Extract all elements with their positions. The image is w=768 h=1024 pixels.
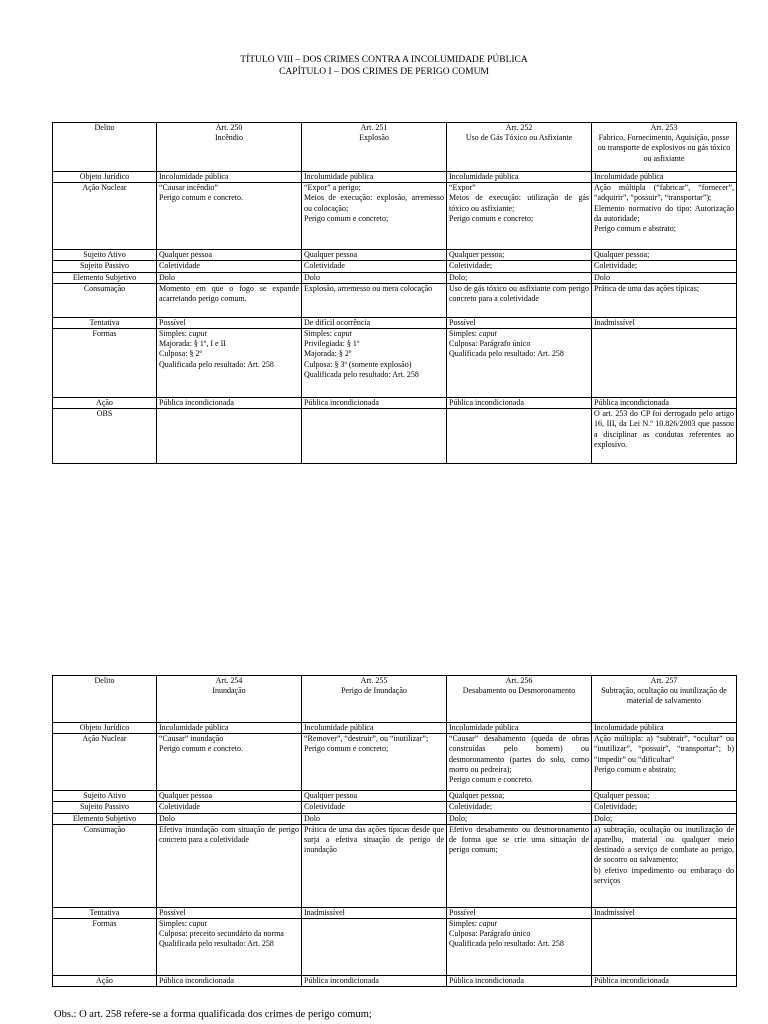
cell-line: Culposa: § 2º: [159, 349, 202, 359]
cell-line: Perigo comum e concreto.: [449, 775, 533, 785]
table-row: [53, 676, 737, 723]
table-cell: Pública incondicionada: [592, 398, 737, 409]
table-cell: Incolumidade pública: [592, 172, 737, 183]
cell-line: Perigo comum e concreto.: [159, 193, 243, 203]
table-cell: [302, 919, 447, 976]
article-header: [157, 123, 302, 172]
table-cell: Momento em que o fogo se expande acarretando perigo comum.: [157, 283, 302, 317]
table-cell: Pública incondicionada: [157, 976, 302, 987]
article-header: [592, 123, 737, 172]
cell-line: Qualificada pelo resultado: Art. 258: [449, 349, 564, 359]
table-cell: [592, 824, 737, 907]
table-row: [53, 802, 737, 813]
table-cell: Qualquer pessoa: [157, 791, 302, 802]
simples-label: Simples:: [304, 329, 335, 339]
table-cell: [592, 183, 737, 250]
row-label: Ação: [53, 398, 157, 409]
row-label: OBS: [53, 409, 157, 464]
table-cell: [302, 329, 447, 398]
cell-line: Perigo comum e concreto.: [159, 744, 243, 754]
cell-line: [449, 329, 589, 339]
cell-line: Perigo comum e concreto;: [304, 744, 389, 754]
table-arts-250-253: [52, 122, 737, 464]
table-cell: [447, 734, 592, 791]
table-cell: Coletividade;: [447, 802, 592, 813]
cell-line: [159, 919, 299, 929]
cell-line: “Causar incêndio”: [159, 183, 218, 193]
cell-line: a) subtração, ocultação ou inutilização de aparelho, material ou qualquer meio destinado a serviço de combate ao perigo, de socorro ou salvamento;: [594, 824, 734, 865]
table-cell: De difícil ocorrência: [302, 317, 447, 328]
row-label: Tentativa: [53, 907, 157, 918]
row-label: Formas: [53, 329, 157, 398]
simples-value: caput: [479, 329, 497, 339]
cell-line: Majorada: § 2º: [304, 349, 352, 359]
table-row: [53, 123, 737, 172]
article-number: Art. 253: [650, 123, 678, 132]
table-cell: Qualquer pessoa;: [447, 791, 592, 802]
cell-line: Ação múltipla: a) “subtrair”, “ocultar” ou “inutilizar”, “possuir”, “transportar”; b) “impedir” ou “dificultar”: [594, 734, 734, 764]
table-cell: Possível: [157, 317, 302, 328]
footnote: Obs.: O art. 258 refere-se a forma qualificada dos crimes de perigo comum;: [54, 1009, 372, 1020]
article-number: Art. 250: [215, 123, 243, 132]
table-cell: Pública incondicionada: [302, 976, 447, 987]
table-row: [53, 907, 737, 918]
article-header: [447, 123, 592, 172]
cell-line: Privilegiada: § 1º: [304, 339, 360, 349]
table-row: [53, 723, 737, 734]
table-row: [53, 250, 737, 261]
table-cell: Coletividade;: [592, 802, 737, 813]
table-arts-254-257: [52, 675, 737, 987]
cell-line: Perigo comum e concreto;: [449, 213, 534, 223]
article-name: Perigo de Inundação: [341, 686, 407, 696]
row-label: Ação: [53, 976, 157, 987]
table-row: [53, 919, 737, 976]
article-header: [302, 123, 447, 172]
simples-value: caput: [189, 329, 207, 339]
table-cell: Dolo: [302, 272, 447, 283]
table-cell: Incolumidade pública: [157, 723, 302, 734]
simples-value: caput: [479, 919, 497, 929]
simples-value: caput: [334, 329, 352, 339]
table-cell: [157, 329, 302, 398]
article-header: [157, 676, 302, 723]
cell-line: “Causar” desabamento (queda de obras construídas pelo homem) ou desmoronamento (partes do solo, como morro ou pedreira);: [449, 734, 589, 774]
header-corner: Delito: [53, 676, 157, 723]
table-cell: Pública incondicionada: [592, 976, 737, 987]
table-cell: Prática de uma das ações típicas desde que surja a efetiva situação de perigo de inundação: [302, 824, 447, 907]
article-number: Art. 251: [360, 123, 388, 132]
cell-line: Meios de execução: utilização de gás tóxico ou asfixiante;: [449, 193, 589, 213]
cell-line: Qualificada pelo resultado: Art. 258: [304, 369, 419, 379]
table-cell: Incolumidade pública: [302, 172, 447, 183]
table-cell: [447, 183, 592, 250]
article-name: Desabamento ou Desmoronamento: [462, 686, 576, 696]
article-number: Art. 254: [215, 676, 243, 685]
table-cell: Coletividade: [157, 261, 302, 272]
table-cell: Pública incondicionada: [302, 398, 447, 409]
article-name: Incêndio: [215, 133, 243, 143]
table-row: [53, 272, 737, 283]
cell-line: Elemento normativo do tipo: Autorização da autoridade;: [594, 203, 734, 223]
table-row: [53, 172, 737, 183]
table-cell: Dolo: [157, 272, 302, 283]
cell-line: Meios de execução: explosão, arremesso ou colocação;: [304, 193, 444, 213]
cell-line: Perigo comum e abstrato;: [594, 224, 676, 234]
row-label: Sujeito Ativo: [53, 250, 157, 261]
article-name: Explosão: [359, 133, 389, 143]
row-label: Sujeito Passivo: [53, 802, 157, 813]
table-cell: O art. 253 do CP foi derrogado pelo artigo 16, III, da Lei N.º 10.826/2003 que passou a disciplinar as condutas referentes ao explosivo.: [592, 409, 737, 464]
cell-line: Culposa: Parágrafo único: [449, 339, 531, 349]
cell-line: Perigo comum e concreto;: [304, 213, 389, 223]
row-label: Tentativa: [53, 317, 157, 328]
table-cell: Efetivo desabamento ou desmoronamento de forma que se crie uma situação de perigo comum;: [447, 824, 592, 907]
cell-line: “Expor”: [449, 183, 476, 193]
table-cell: Dolo: [302, 813, 447, 824]
table-row: [53, 329, 737, 398]
table-row: [53, 261, 737, 272]
table-row: [53, 283, 737, 317]
table-row: [53, 409, 737, 464]
table-cell: Coletividade: [157, 802, 302, 813]
table-cell: Incolumidade pública: [157, 172, 302, 183]
table-cell: [592, 329, 737, 398]
table-cell: Dolo: [592, 272, 737, 283]
table-cell: [157, 919, 302, 976]
table-cell: Pública incondicionada: [447, 976, 592, 987]
cell-line: “Expor” a perigo;: [304, 183, 361, 193]
article-name: Fabrico, Fornecimento, Aquisição, posse ou transporte de explosivos ou gás tóxico ou asfixiante: [597, 133, 731, 163]
table-row: [53, 183, 737, 250]
row-label: Objeto Jurídico: [53, 723, 157, 734]
table-cell: Dolo: [157, 813, 302, 824]
article-name: Subtração, ocultação ou inutilização de material de salvamento: [601, 686, 727, 706]
table-cell: Efetiva inundação com situação de perigo concreto para a coletividade: [157, 824, 302, 907]
table-cell: Qualquer pessoa: [302, 250, 447, 261]
table-cell: Coletividade;: [447, 261, 592, 272]
cell-line: [304, 329, 444, 339]
table-cell: Possível: [447, 317, 592, 328]
article-header: [592, 676, 737, 723]
table-cell: Prática de uma das ações típicas;: [592, 283, 737, 317]
table-cell: Pública incondicionada: [157, 398, 302, 409]
table-cell: Dolo;: [447, 813, 592, 824]
article-number: Art. 255: [360, 676, 388, 685]
article-header: [447, 676, 592, 723]
table-cell: [592, 919, 737, 976]
cell-line: Culposa: preceito secundário da norma: [159, 929, 284, 939]
cell-line: Perigo comum e abstrato;: [594, 764, 676, 774]
table-cell: [447, 409, 592, 464]
cell-line: [449, 919, 589, 929]
table-cell: [302, 183, 447, 250]
table-cell: Incolumidade pública: [447, 723, 592, 734]
row-label: Ação Nuclear: [53, 183, 157, 250]
table-cell: Inadmissível: [302, 907, 447, 918]
simples-label: Simples:: [159, 919, 190, 929]
title-line: TÍTULO VIII – DOS CRIMES CONTRA A INCOLUMIDADE PÚBLICA: [240, 55, 528, 65]
table-cell: Inadmissível: [592, 317, 737, 328]
row-label: Ação Nuclear: [53, 734, 157, 791]
cell-line: [159, 329, 299, 339]
cell-line: “Causar” inundação: [159, 734, 224, 744]
article-name: Inundação: [212, 686, 246, 696]
table-cell: Qualquer pessoa;: [592, 791, 737, 802]
table-cell: Pública incondicionada: [447, 398, 592, 409]
table-cell: Incolumidade pública: [592, 723, 737, 734]
table-cell: Qualquer pessoa;: [592, 250, 737, 261]
table-row: [53, 824, 737, 907]
table-cell: [592, 734, 737, 791]
article-header: [302, 676, 447, 723]
row-label: Sujeito Ativo: [53, 791, 157, 802]
table-cell: Qualquer pessoa;: [447, 250, 592, 261]
table-cell: Possível: [447, 907, 592, 918]
table-cell: Qualquer pessoa: [157, 250, 302, 261]
table-cell: Coletividade: [302, 802, 447, 813]
table-cell: [447, 329, 592, 398]
table-cell: Uso de gás tóxico ou asfixiante com perigo concreto para a coletividade: [447, 283, 592, 317]
row-label: Sujeito Passivo: [53, 261, 157, 272]
table-cell: Explosão, arremesso ou mera colocação: [302, 283, 447, 317]
table-row: [53, 317, 737, 328]
cell-line: Culposa: Parágrafo único: [449, 929, 531, 939]
article-name: Uso de Gás Tóxico ou Asfixiante: [465, 133, 573, 143]
table-cell: Incolumidade pública: [302, 723, 447, 734]
article-number: Art. 256: [505, 676, 533, 685]
simples-label: Simples:: [449, 329, 480, 339]
cell-line: Qualificada pelo resultado: Art. 258: [159, 939, 274, 949]
table-row: [53, 976, 737, 987]
simples-label: Simples:: [449, 919, 480, 929]
table-cell: Dolo;: [447, 272, 592, 283]
row-label: Elemento Subjetivo: [53, 813, 157, 824]
table-cell: Possível: [157, 907, 302, 918]
table-cell: Inadmissível: [592, 907, 737, 918]
table-cell: Coletividade: [302, 261, 447, 272]
article-number: Art. 257: [650, 676, 678, 685]
simples-label: Simples:: [159, 329, 190, 339]
table-row: [53, 791, 737, 802]
table-cell: [302, 409, 447, 464]
chapter-line: CAPÍTULO I – DOS CRIMES DE PERIGO COMUM: [279, 67, 489, 77]
row-label: Consumação: [53, 824, 157, 907]
table-cell: [157, 734, 302, 791]
cell-line: Majorada: § 1º, I e II: [159, 339, 226, 349]
row-label: Formas: [53, 919, 157, 976]
cell-line: b) efetivo impedimento ou embaraço do serviços: [594, 865, 734, 885]
cell-line: Qualificada pelo resultado: Art. 258: [449, 939, 564, 949]
article-number: Art. 252: [505, 123, 533, 132]
document-title: [0, 54, 768, 78]
simples-value: caput: [189, 919, 207, 929]
table-cell: Incolumidade pública: [447, 172, 592, 183]
table-cell: [157, 409, 302, 464]
table-row: [53, 734, 737, 791]
cell-line: Ação múltipla (“fabricar”, “fornecer”, “adquirir”, “possuir”, “transportar”);: [594, 183, 734, 203]
table-cell: Dolo;: [592, 813, 737, 824]
row-label: Consumação: [53, 283, 157, 317]
table-cell: [157, 183, 302, 250]
row-label: Objeto Jurídico: [53, 172, 157, 183]
table-row: [53, 398, 737, 409]
table-cell: [447, 919, 592, 976]
table-cell: Coletividade;: [592, 261, 737, 272]
table-row: [53, 813, 737, 824]
header-corner: Delito: [53, 123, 157, 172]
cell-line: Culposa: § 3º (somente explosão): [304, 359, 412, 369]
row-label: Elemento Subjetivo: [53, 272, 157, 283]
table-cell: [302, 734, 447, 791]
table-cell: Qualquer pessoa: [302, 791, 447, 802]
cell-line: Qualificada pelo resultado: Art. 258: [159, 359, 274, 369]
cell-line: “Remover”, “destruir”, ou “inutilizar”;: [304, 734, 429, 744]
